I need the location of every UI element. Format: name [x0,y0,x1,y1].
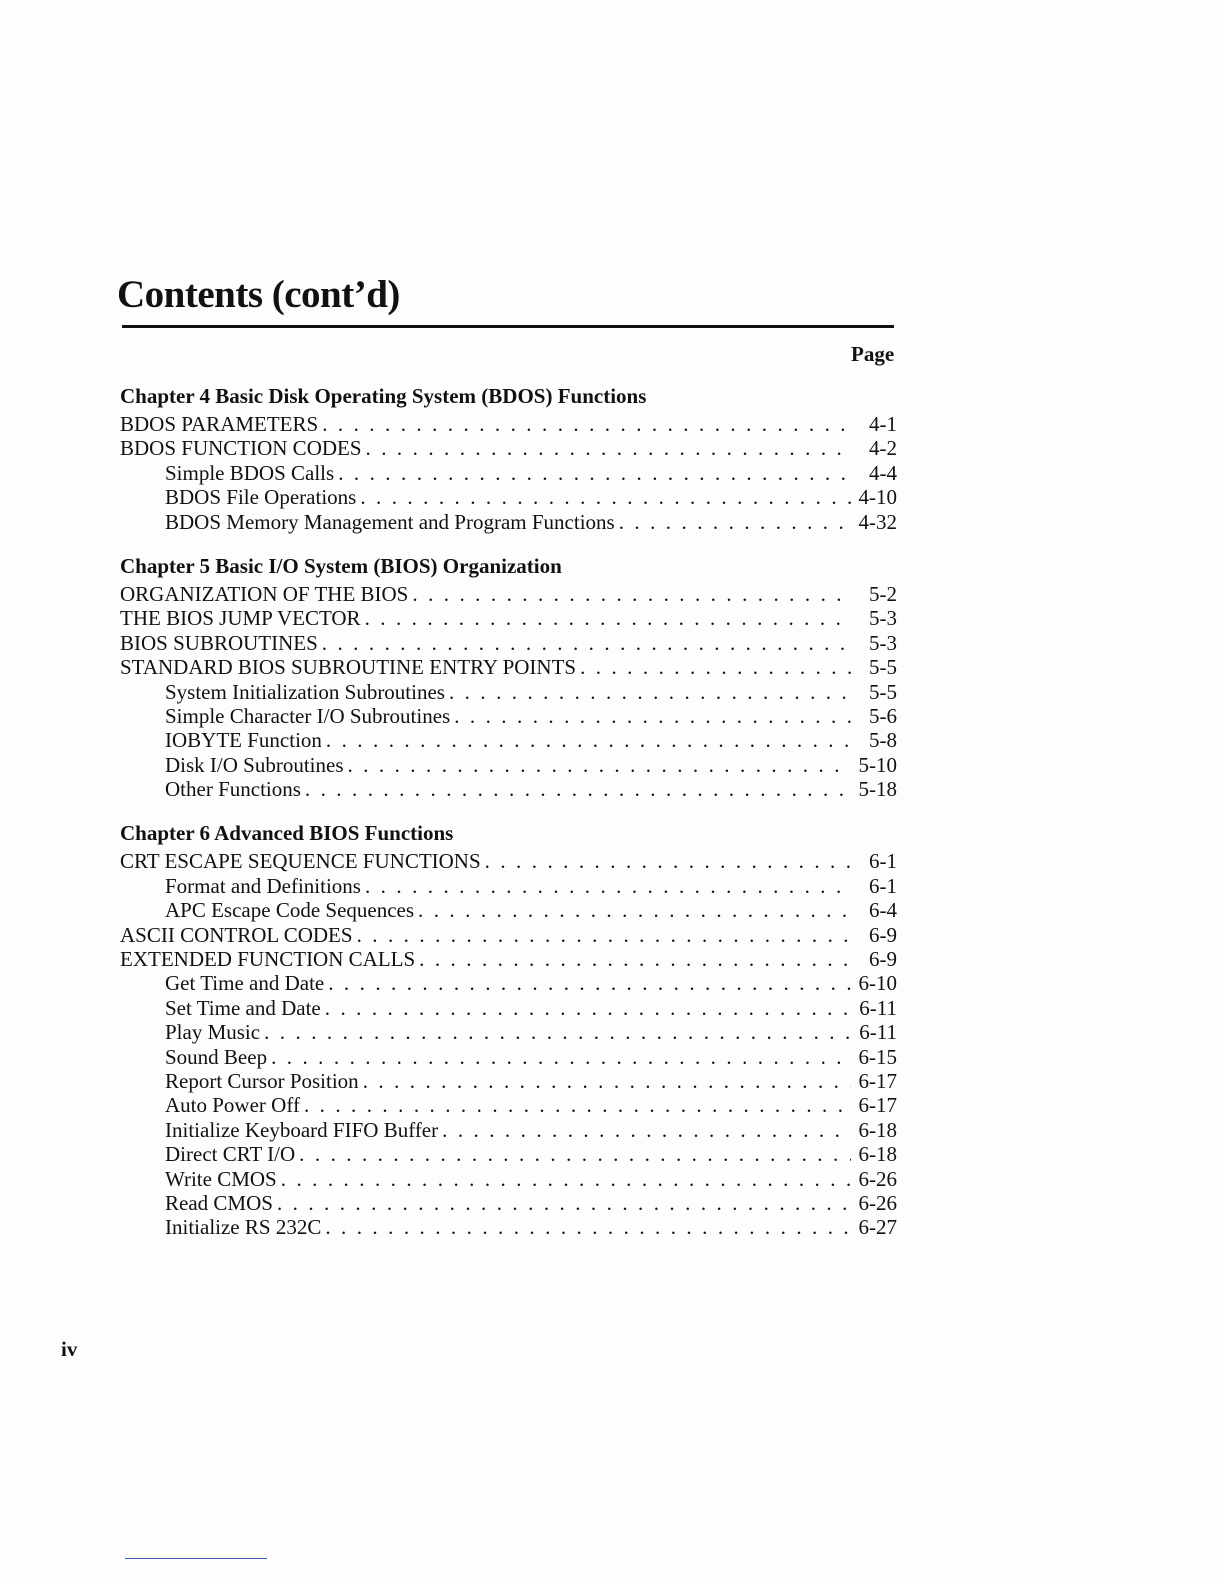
toc-entry[interactable] [120,898,897,922]
toc-entry-label: Initialize RS 232C [165,1215,322,1240]
dot-leader [442,1118,851,1142]
toc-entry[interactable] [120,461,897,485]
toc-entry[interactable] [120,1215,897,1239]
toc-entry[interactable] [120,874,897,898]
toc-entry[interactable] [120,1118,897,1142]
dot-leader [357,923,851,947]
toc-entry-page: 6-9 [869,947,897,972]
dot-leader [619,510,851,534]
toc-entry-label: BIOS SUBROUTINES [120,630,318,655]
toc-entry-label: Set Time and Date [165,995,321,1020]
toc-entry-page: 6-15 [858,1044,897,1069]
toc-entry-page: 6-18 [858,1142,897,1167]
toc-entry[interactable] [120,1020,897,1044]
toc-entry-page: 4-10 [858,485,897,510]
toc-entry[interactable] [120,485,897,509]
toc-entry[interactable] [120,1142,897,1166]
toc-entry-label: BDOS PARAMETERS [120,412,319,436]
toc-entry[interactable] [120,655,897,679]
toc-entry-page: 5-5 [869,655,897,680]
toc-entry-label: Get Time and Date [165,971,325,996]
page-number: iv [61,1337,78,1361]
toc-entry-page: 5-3 [869,630,897,655]
toc-entry-label: Simple BDOS Calls [165,460,335,485]
toc-entry-label: Format and Definitions [165,873,361,898]
toc-entry[interactable] [120,412,897,436]
toc-entry-page: 4-32 [858,509,897,534]
table-of-contents [120,380,897,1256]
toc-entry[interactable] [120,996,897,1020]
title-rule [122,325,894,328]
toc-entry-page: 5-2 [869,581,897,606]
dot-leader [304,1093,851,1117]
toc-entry-page: 6-27 [858,1215,897,1240]
toc-entry-label: EXTENDED FUNCTION CALLS [120,947,416,972]
toc-entry[interactable] [120,704,897,728]
chapter-block [120,817,897,1239]
toc-entry-page: 6-26 [858,1166,897,1191]
toc-entry-page: 6-9 [869,922,897,947]
toc-entry-page: 5-10 [858,752,897,777]
dot-leader [365,874,851,898]
dot-leader [281,1167,851,1191]
dot-leader [277,1191,851,1215]
chapter-block [120,550,897,802]
toc-entry-page: 5-8 [869,728,897,753]
toc-entry-label: Auto Power Off [165,1093,300,1118]
toc-entry[interactable] [120,971,897,995]
toc-entry-label: APC Escape Code Sequences [165,898,415,923]
toc-entry-page: 4-4 [869,460,897,485]
toc-entry-label: Simple Character I/O Subroutines [165,703,451,728]
chapter-heading: Chapter 5 Basic I/O System (BIOS) Organization [120,553,562,578]
toc-entry-label: STANDARD BIOS SUBROUTINE ENTRY POINTS [120,655,577,680]
toc-entry[interactable] [120,1093,897,1117]
dot-leader [322,631,851,655]
toc-entry-label: Other Functions [165,777,301,802]
toc-entry[interactable] [120,947,897,971]
dot-leader [363,1069,851,1093]
dot-leader [348,753,852,777]
toc-entry[interactable] [120,728,897,752]
dot-leader [271,1045,851,1069]
dot-leader [299,1142,851,1166]
page-title: Contents (cont’d) [117,273,400,316]
toc-entry-label: Write CMOS [165,1166,277,1191]
toc-entry[interactable] [120,680,897,704]
toc-entry-label: System Initialization Subroutines [165,679,445,704]
dot-leader [325,996,851,1020]
toc-entry-label: ASCII CONTROL CODES [120,922,353,947]
toc-entry-page: 6-17 [858,1068,897,1093]
dot-leader [580,655,851,679]
toc-entry-label: Report Cursor Position [165,1068,359,1093]
dot-leader [360,485,851,509]
dot-leader [412,582,851,606]
toc-entry-label: ORGANIZATION OF THE BIOS [120,581,409,606]
toc-entry[interactable] [120,436,897,460]
dot-leader [264,1020,851,1044]
toc-entry-label: Disk I/O Subroutines [165,752,344,777]
toc-entry-label: BDOS File Operations [165,485,357,510]
toc-entry-page: 6-18 [858,1117,897,1142]
page-column-header: Page [851,342,895,366]
dot-leader [454,704,851,728]
toc-entry-label: CRT ESCAPE SEQUENCE FUNCTIONS [120,849,481,874]
dot-leader [485,849,851,873]
dot-leader [326,728,851,752]
toc-entry[interactable] [120,1069,897,1093]
toc-entry-label: Sound Beep [165,1044,268,1069]
toc-entry[interactable] [120,631,897,655]
dot-leader [365,606,851,630]
dot-leader [338,461,851,485]
toc-entry-page: 5-5 [869,679,897,704]
dot-leader [366,436,851,460]
chapter-heading: Chapter 4 Basic Disk Operating System (BDOS) Functions [120,384,647,408]
toc-entry[interactable] [120,582,897,606]
toc-entry-page: 6-17 [858,1093,897,1118]
dot-leader [419,947,851,971]
toc-entry[interactable] [120,1045,897,1069]
toc-entry-page: 6-11 [859,995,897,1020]
footer-rule [125,1558,267,1559]
toc-entry[interactable] [120,1191,897,1215]
dot-leader [418,898,851,922]
toc-entry-page: 5-6 [869,703,897,728]
toc-entry-label: Direct CRT I/O [165,1142,296,1167]
toc-entry-page: 6-11 [859,1020,897,1045]
chapter-heading: Chapter 6 Advanced BIOS Functions [120,821,454,846]
dot-leader [305,777,851,801]
toc-entry[interactable] [120,777,897,801]
toc-entry[interactable] [120,510,897,534]
toc-entry-page: 6-10 [858,971,897,996]
dot-leader [328,971,851,995]
toc-entry-page: 6-1 [869,873,897,898]
toc-entry-label: BDOS Memory Management and Program Functions [165,509,615,534]
toc-entry[interactable] [120,753,897,777]
toc-entry-page: 6-4 [869,898,897,923]
toc-entry-page: 4-1 [869,412,897,436]
toc-entry[interactable] [120,923,897,947]
toc-entry-page: 4-2 [869,436,897,461]
dot-leader [449,680,851,704]
toc-entry[interactable] [120,1167,897,1191]
toc-entry-page: 5-18 [858,777,897,802]
toc-entry[interactable] [120,606,897,630]
toc-entry-label: Initialize Keyboard FIFO Buffer [165,1117,439,1142]
dot-leader [322,412,851,436]
toc-entry-page: 6-1 [869,849,897,874]
toc-entry-page: 6-26 [858,1190,897,1215]
toc-entry-label: THE BIOS JUMP VECTOR [120,606,361,631]
toc-entry-label: Play Music [165,1020,261,1045]
dot-leader [325,1215,851,1239]
toc-entry-label: BDOS FUNCTION CODES [120,436,362,461]
chapter-block [120,380,897,534]
toc-entry[interactable] [120,849,897,873]
toc-entry-label: IOBYTE Function [165,728,322,753]
toc-entry-page: 5-3 [869,606,897,631]
toc-entry-label: Read CMOS [165,1190,273,1215]
